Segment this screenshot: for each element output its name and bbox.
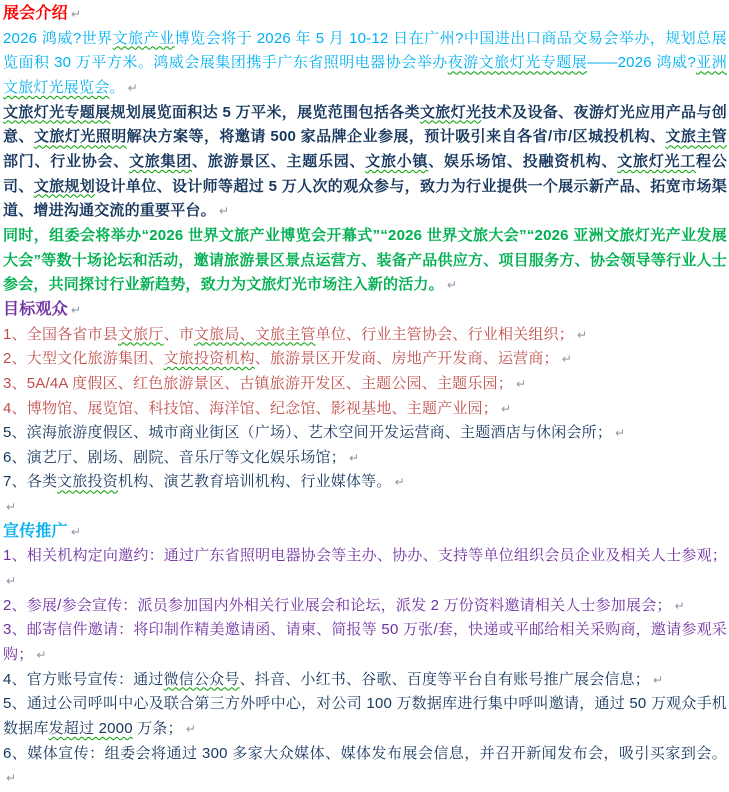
text-run: 同时，组委会将举办“2026 世界文旅产业博览会开幕式”“2026 世界文旅大会”“2026 亚洲文旅灯光产业发展大会”等数十场论坛和活动，邀请旅游景区景点运营方、装备产品供应方、项目服务方、协会领导等行业人士参会，共同探讨行业新趋势，致力为文旅灯光市场注入新的活力。 [3,226,727,294]
paragraph-mark-icon: ↵ [652,672,664,687]
text-run: 3、5A/4A 度假区、红色旅游景区、古镇旅游开发区、主题公园、主题乐园； [3,374,513,392]
text-run: 目标观众 [3,300,68,318]
paragraph-mark-icon: ↵ [674,598,685,613]
text-run: 单位、行业主管协会、行业相关组织； [315,325,574,343]
paragraph-mark-icon: ↵ [218,204,230,219]
promo-item-6 [3,742,727,791]
text-run: 1、全国各省市县 [3,325,118,343]
paragraph-mark-icon: ↵ [6,771,17,786]
paragraph-mark-icon: ↵ [70,7,82,21]
spellcheck-flagged-text: 文旅灯光 [419,103,482,121]
spellcheck-flagged-text: 发超过 2000 [48,720,133,738]
text-run: 6、演艺厅、剧场、剧院、音乐厅等文化娱乐场馆； [3,448,346,466]
text-run: 部门、行业协会、 [3,152,129,170]
paragraph-mark-icon: ↵ [127,80,138,95]
text-run: 宣传推广 [3,522,68,540]
paragraph-mark-icon: ↵ [615,426,626,441]
audience-item-5 [3,421,727,446]
paragraph-mark-icon: ↵ [500,401,512,416]
text-run: 、旅游景区、主题乐园、 [192,152,366,170]
text-run: 技术及设备、夜游灯光应用产品与创意、 [3,103,727,146]
text-run: 6、媒体宣传：组委会将通过 300 多家大众媒体、媒体发布展会信息，并召开新闻发布会，吸引买家到会。 [3,744,727,762]
para-expo-overview [3,27,727,101]
text-run: 程公司、 [3,152,727,195]
spellcheck-flagged-text: 亚洲文旅灯光展览会 [3,54,727,96]
spellcheck-flagged-text: 文旅集团 [129,152,192,170]
promo-item-2 [3,594,727,619]
text-run: 、娱乐场馆、投融资机构、 [428,152,618,170]
text-run: 。 [109,78,125,96]
text-run: 展会介绍 [3,5,68,22]
spellcheck-flagged-text: 文旅局、文旅主管 [193,325,316,343]
paragraph-mark-icon: ↵ [70,302,82,317]
audience-item-1 [3,323,727,348]
spellcheck-flagged-text: 文旅产业 [112,29,175,47]
paragraph-mark-icon: ↵ [36,648,47,663]
paragraph-mark-icon: ↵ [6,574,17,589]
text-run: 3、邮寄信件邀请：将印制作精美邀请函、请柬、简报等 50 万张/套，快递或平邮给相关采购商，邀请参观采购； [3,621,727,664]
text-run: 5、通过公司呼叫中心及联合第三方外呼中心，对公司 100 万数据库进行集中呼叫邀请，通过 50 万观众手机数据库 [3,695,727,738]
paragraph-mark-icon: ↵ [70,524,82,539]
paragraph-mark-icon: ↵ [348,450,360,465]
text-run: 规划展览面积达 5 万平米，展览范围包括各类 [110,103,420,121]
heading-exhibition-intro [3,2,727,27]
spellcheck-flagged-text: 文旅灯光照明 [33,128,127,146]
heading-target-audience [3,298,727,323]
text-run: 1、相关机构定向邀约：通过广东省照明电器协会等主办、协办、支持等单位组织会员企业及相关人士参观； [3,547,727,565]
paragraph-mark-icon: ↵ [6,500,17,515]
empty-line [3,495,727,520]
text-run: 设计单位、设计师等超过 5 万人次的观众参与，致力为行业提供一个展示新产品、拓宽市场渠道、增进沟通交流的重要平台。 [3,177,727,220]
spellcheck-flagged-text: 微信公众号 [163,670,240,688]
spellcheck-flagged-text: 文旅灯光专题展 [3,103,111,121]
audience-item-4 [3,397,727,422]
paragraph-mark-icon: ↵ [185,722,196,737]
heading-promotion [3,520,727,545]
text-run: 4、博物馆、展览馆、科技馆、海洋馆、纪念馆、影视基地、主题产业园； [3,399,498,417]
audience-item-3 [3,372,727,397]
spellcheck-flagged-text: 文旅小镇 [365,152,429,170]
spellcheck-flagged-text: 文旅投资 [57,473,118,491]
promo-item-4 [3,668,727,693]
promo-item-5 [3,692,727,741]
text-run: 、旅游景区开发商、房地产开发商、运营商； [254,350,559,368]
text-run: 5、滨海旅游度假区、城市商业街区（广场）、艺术空间开发运营商、主题酒店与休闲会所； [3,424,613,442]
text-run: 2026 鸿威?世界 [3,29,113,47]
paragraph-mark-icon: ↵ [394,475,405,490]
paragraph-mark-icon: ↵ [561,352,573,367]
spellcheck-flagged-text: 文旅规划 [33,177,96,195]
text-run: 机构、演艺教育培训机构、行业媒体等。 [117,473,392,491]
promo-item-1 [3,544,727,593]
text-run: 解决方案等，将邀请 500 家品牌企业参展，预计吸引来自各省/市/区城投机构、 [126,128,666,146]
spellcheck-flagged-text: 文旅主管 [665,128,727,146]
text-run: 、市 [163,325,194,343]
paragraph-mark-icon: ↵ [515,376,527,391]
text-run: 2、参展/参会宣传：派员参加国内外相关行业展会和论坛，派发 2 万份资料邀请相关人士参加展会； [3,596,672,614]
audience-item-7 [3,470,727,495]
spellcheck-flagged-text: 文旅投资机构 [163,350,255,368]
promo-item-3 [3,618,727,667]
spellcheck-flagged-text: 夜游文旅灯光专题展 [447,54,588,72]
text-run: 万条； [132,720,183,738]
paragraph-mark-icon: ↵ [446,278,458,293]
spellcheck-flagged-text: 文旅厅 [117,325,164,343]
text-run: 2、大型文化旅游集团、 [3,350,164,368]
paragraph-mark-icon: ↵ [576,327,588,342]
para-exhibition-scale [3,101,727,224]
text-run: 博览会将于 2026 年 5 月 10-12 日在广州?中国进出口商品交易会举办，规划总展览面积 30 万平方米。鸿威会展集团携手广东省照明电器协会举办 [3,29,727,72]
text-run: 、抖音、小红书、谷歌、百度等平台自有账号推广展会信息； [239,670,650,688]
audience-item-6 [3,446,727,471]
audience-item-2 [3,347,727,372]
text-run: ——2026 鸿威? [587,54,696,72]
text-run: 4、官方账号宣传：通过 [3,670,164,688]
spellcheck-flagged-text: 文旅灯光工 [617,152,696,170]
text-run: 7、各类 [3,473,58,491]
para-concurrent-events [3,224,727,298]
